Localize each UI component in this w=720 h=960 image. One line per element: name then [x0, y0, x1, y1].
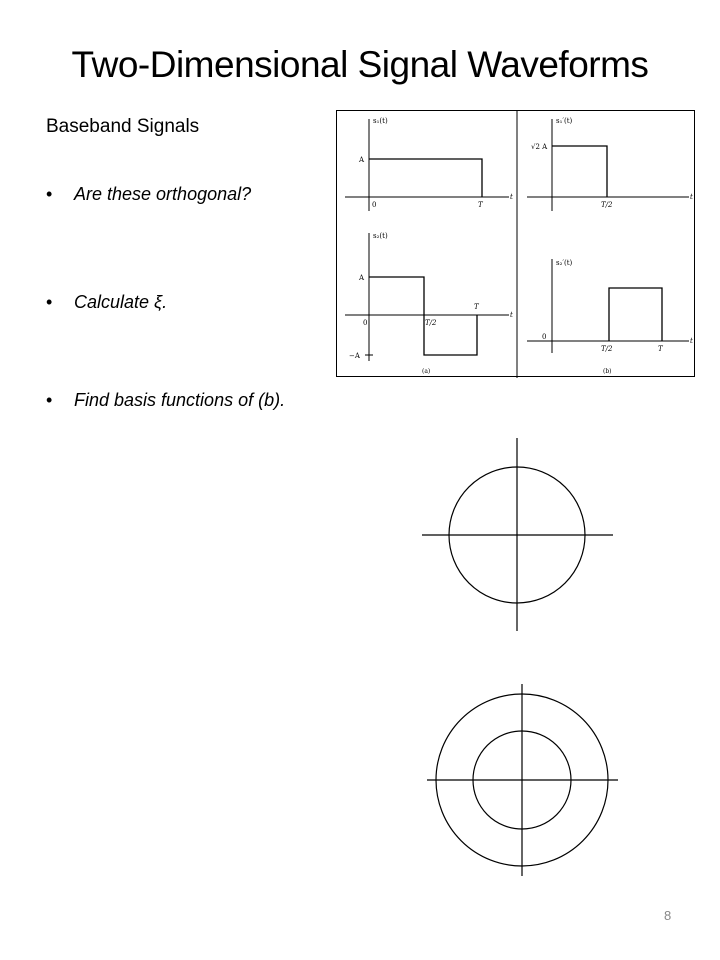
s2-prime-t-label: t	[690, 337, 693, 345]
panel-b-caption: (b)	[603, 368, 612, 375]
bullet-text: Calculate ξ.	[74, 292, 168, 312]
s1-prime-t-label: t	[690, 193, 693, 201]
s2-prime-end-label: T	[658, 345, 663, 353]
bullet-text: Are these orthogonal?	[74, 184, 252, 204]
bullet-dot-icon: •	[46, 390, 53, 410]
s1-zero-label: 0	[372, 201, 377, 209]
s2-prime-mid-label: T/2	[601, 345, 613, 353]
s1-end-label: T	[478, 201, 483, 209]
s2-zero-label: 0	[363, 319, 368, 327]
slide-subtitle: Baseband Signals	[46, 116, 200, 137]
s1-prime-amp-label: √2 A	[531, 143, 548, 151]
bullet-dot-icon: •	[46, 184, 53, 204]
s2-neg-label: −A	[349, 352, 360, 360]
page-number: 8	[664, 908, 672, 923]
s2-end-label: T	[474, 303, 479, 311]
s2-amp-label: A	[359, 274, 365, 282]
bullet-text: Find basis functions of (b).	[74, 390, 286, 410]
s1-prime-mid-label: T/2	[601, 201, 613, 209]
slide-title: Two-Dimensional Signal Waveforms	[71, 44, 649, 85]
s2-mid-label: T/2	[425, 319, 437, 327]
panel-a-caption: (a)	[422, 368, 431, 375]
s2-prime-zero-label: 0	[542, 333, 547, 341]
s1-t-label: t	[510, 193, 513, 201]
s2-t-label: t	[510, 311, 513, 319]
s1-prime-ylabel: s₁′(t)	[556, 117, 573, 125]
s2-ylabel: s₂(t)	[373, 232, 388, 240]
s1-amp-label: A	[359, 156, 365, 164]
bullet-dot-icon: •	[46, 292, 53, 312]
s1-ylabel: s₁(t)	[373, 117, 388, 125]
s2-prime-ylabel: s₂′(t)	[556, 259, 573, 267]
double-circle-diagram	[427, 684, 618, 876]
single-circle-diagram	[422, 438, 613, 631]
